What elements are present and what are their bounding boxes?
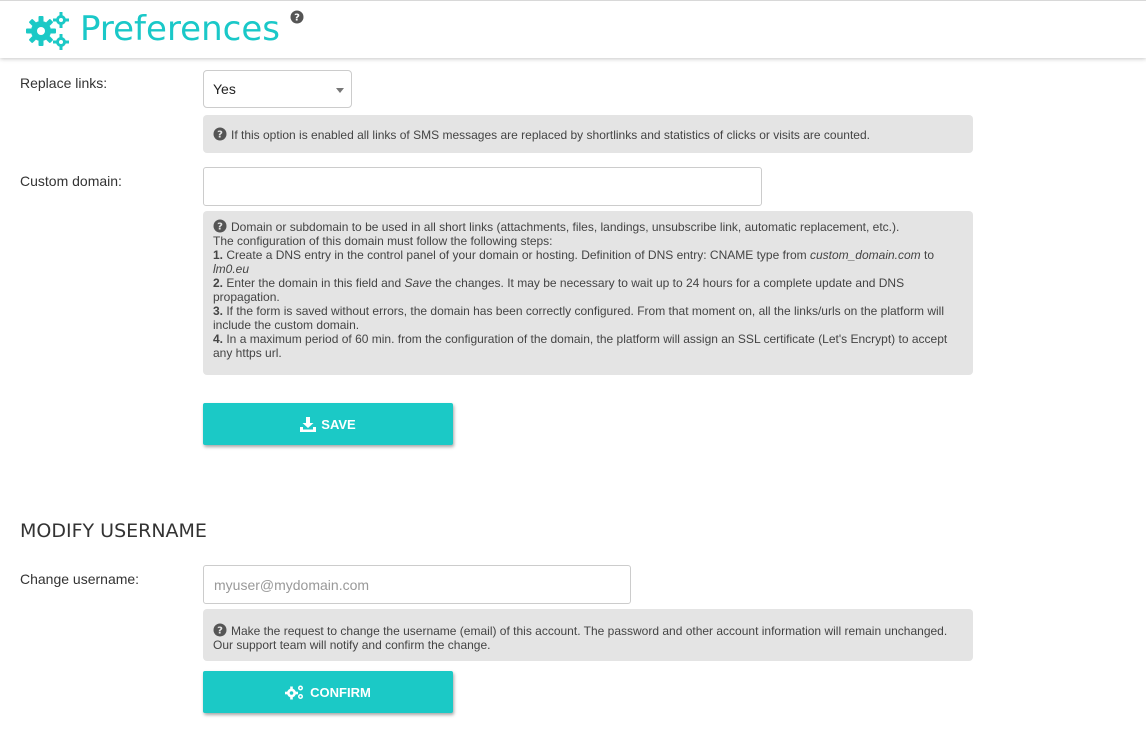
step-text: to	[920, 248, 935, 262]
svg-text:?: ?	[294, 12, 300, 24]
step-text: Enter the domain in this field and	[223, 276, 405, 290]
step-emphasis: Save	[404, 276, 432, 290]
change-username-input[interactable]	[203, 565, 631, 604]
help-intro2-text: The configuration of this domain must follow the following steps:	[213, 234, 553, 248]
question-circle-icon	[213, 623, 227, 637]
custom-domain-input[interactable]	[203, 167, 762, 206]
svg-text:?: ?	[217, 129, 223, 141]
page-header	[0, 0, 1146, 58]
confirm-button-label: CONFIRM	[310, 684, 371, 700]
question-circle-icon[interactable]	[290, 10, 304, 24]
change-username-help	[203, 609, 973, 661]
svg-text:?: ?	[217, 221, 223, 233]
help-intro-text: Domain or subdomain to be used in all short links (attachments, files, landings, unsubscribe link, automatic replacement, etc.).	[231, 220, 900, 234]
modify-username-title: MODIFY USERNAME	[20, 520, 207, 542]
custom-domain-label: Custom domain:	[20, 173, 122, 189]
replace-links-label: Replace links:	[20, 75, 108, 91]
step-number: 2.	[213, 276, 224, 290]
replace-links-help-text: If this option is enabled all links of SMS messages are replaced by shortlinks and statistics of clicks or visits are counted.	[231, 128, 870, 142]
step-text: If the form is saved without errors, the domain has been correctly configured. From that moment on, all the links/urls on the platform will include the custom domain.	[213, 304, 944, 332]
chevron-down-icon	[336, 88, 344, 93]
step-number: 4.	[213, 332, 224, 346]
step-text: Create a DNS entry in the control panel of your domain or hosting. Definition of DNS entry: CNAME type from	[223, 248, 810, 262]
change-username-help-text: Make the request to change the username (email) of this account. The password and other account information will remain unchanged. Our support team will notify and confirm the change.	[213, 624, 948, 652]
page-title: Preferences	[80, 9, 280, 49]
help-step-3	[213, 304, 963, 332]
step-text: the changes. It may be necessary to wait up to 24 hours for a complete update and DNS propagation.	[213, 276, 905, 304]
help-step-2	[213, 276, 963, 304]
replace-links-help	[203, 115, 973, 153]
gears-icon	[26, 10, 72, 50]
svg-text:?: ?	[217, 625, 223, 637]
change-username-label: Change username:	[20, 571, 140, 587]
save-button[interactable]	[203, 403, 453, 445]
step-text: In a maximum period of 60 min. from the configuration of the domain, the platform will assign an SSL certificate (Let's Encrypt) to accept any https url.	[213, 332, 948, 360]
confirm-button[interactable]	[203, 671, 453, 713]
save-button-label: SAVE	[321, 416, 356, 432]
replace-links-selected-value: Yes	[213, 81, 236, 97]
step-emphasis: lm0.eu	[213, 262, 250, 276]
question-circle-icon	[213, 219, 227, 233]
replace-links-select[interactable]	[203, 70, 352, 108]
help-step-4	[213, 332, 963, 360]
custom-domain-help-intro	[213, 219, 963, 234]
help-step-1	[213, 248, 963, 276]
download-icon	[300, 417, 316, 432]
gears-icon	[285, 684, 305, 700]
question-circle-icon	[213, 127, 227, 141]
custom-domain-help	[203, 211, 973, 375]
step-number: 1.	[213, 248, 224, 262]
step-emphasis: custom_domain.com	[809, 248, 921, 262]
step-number: 3.	[213, 304, 224, 318]
